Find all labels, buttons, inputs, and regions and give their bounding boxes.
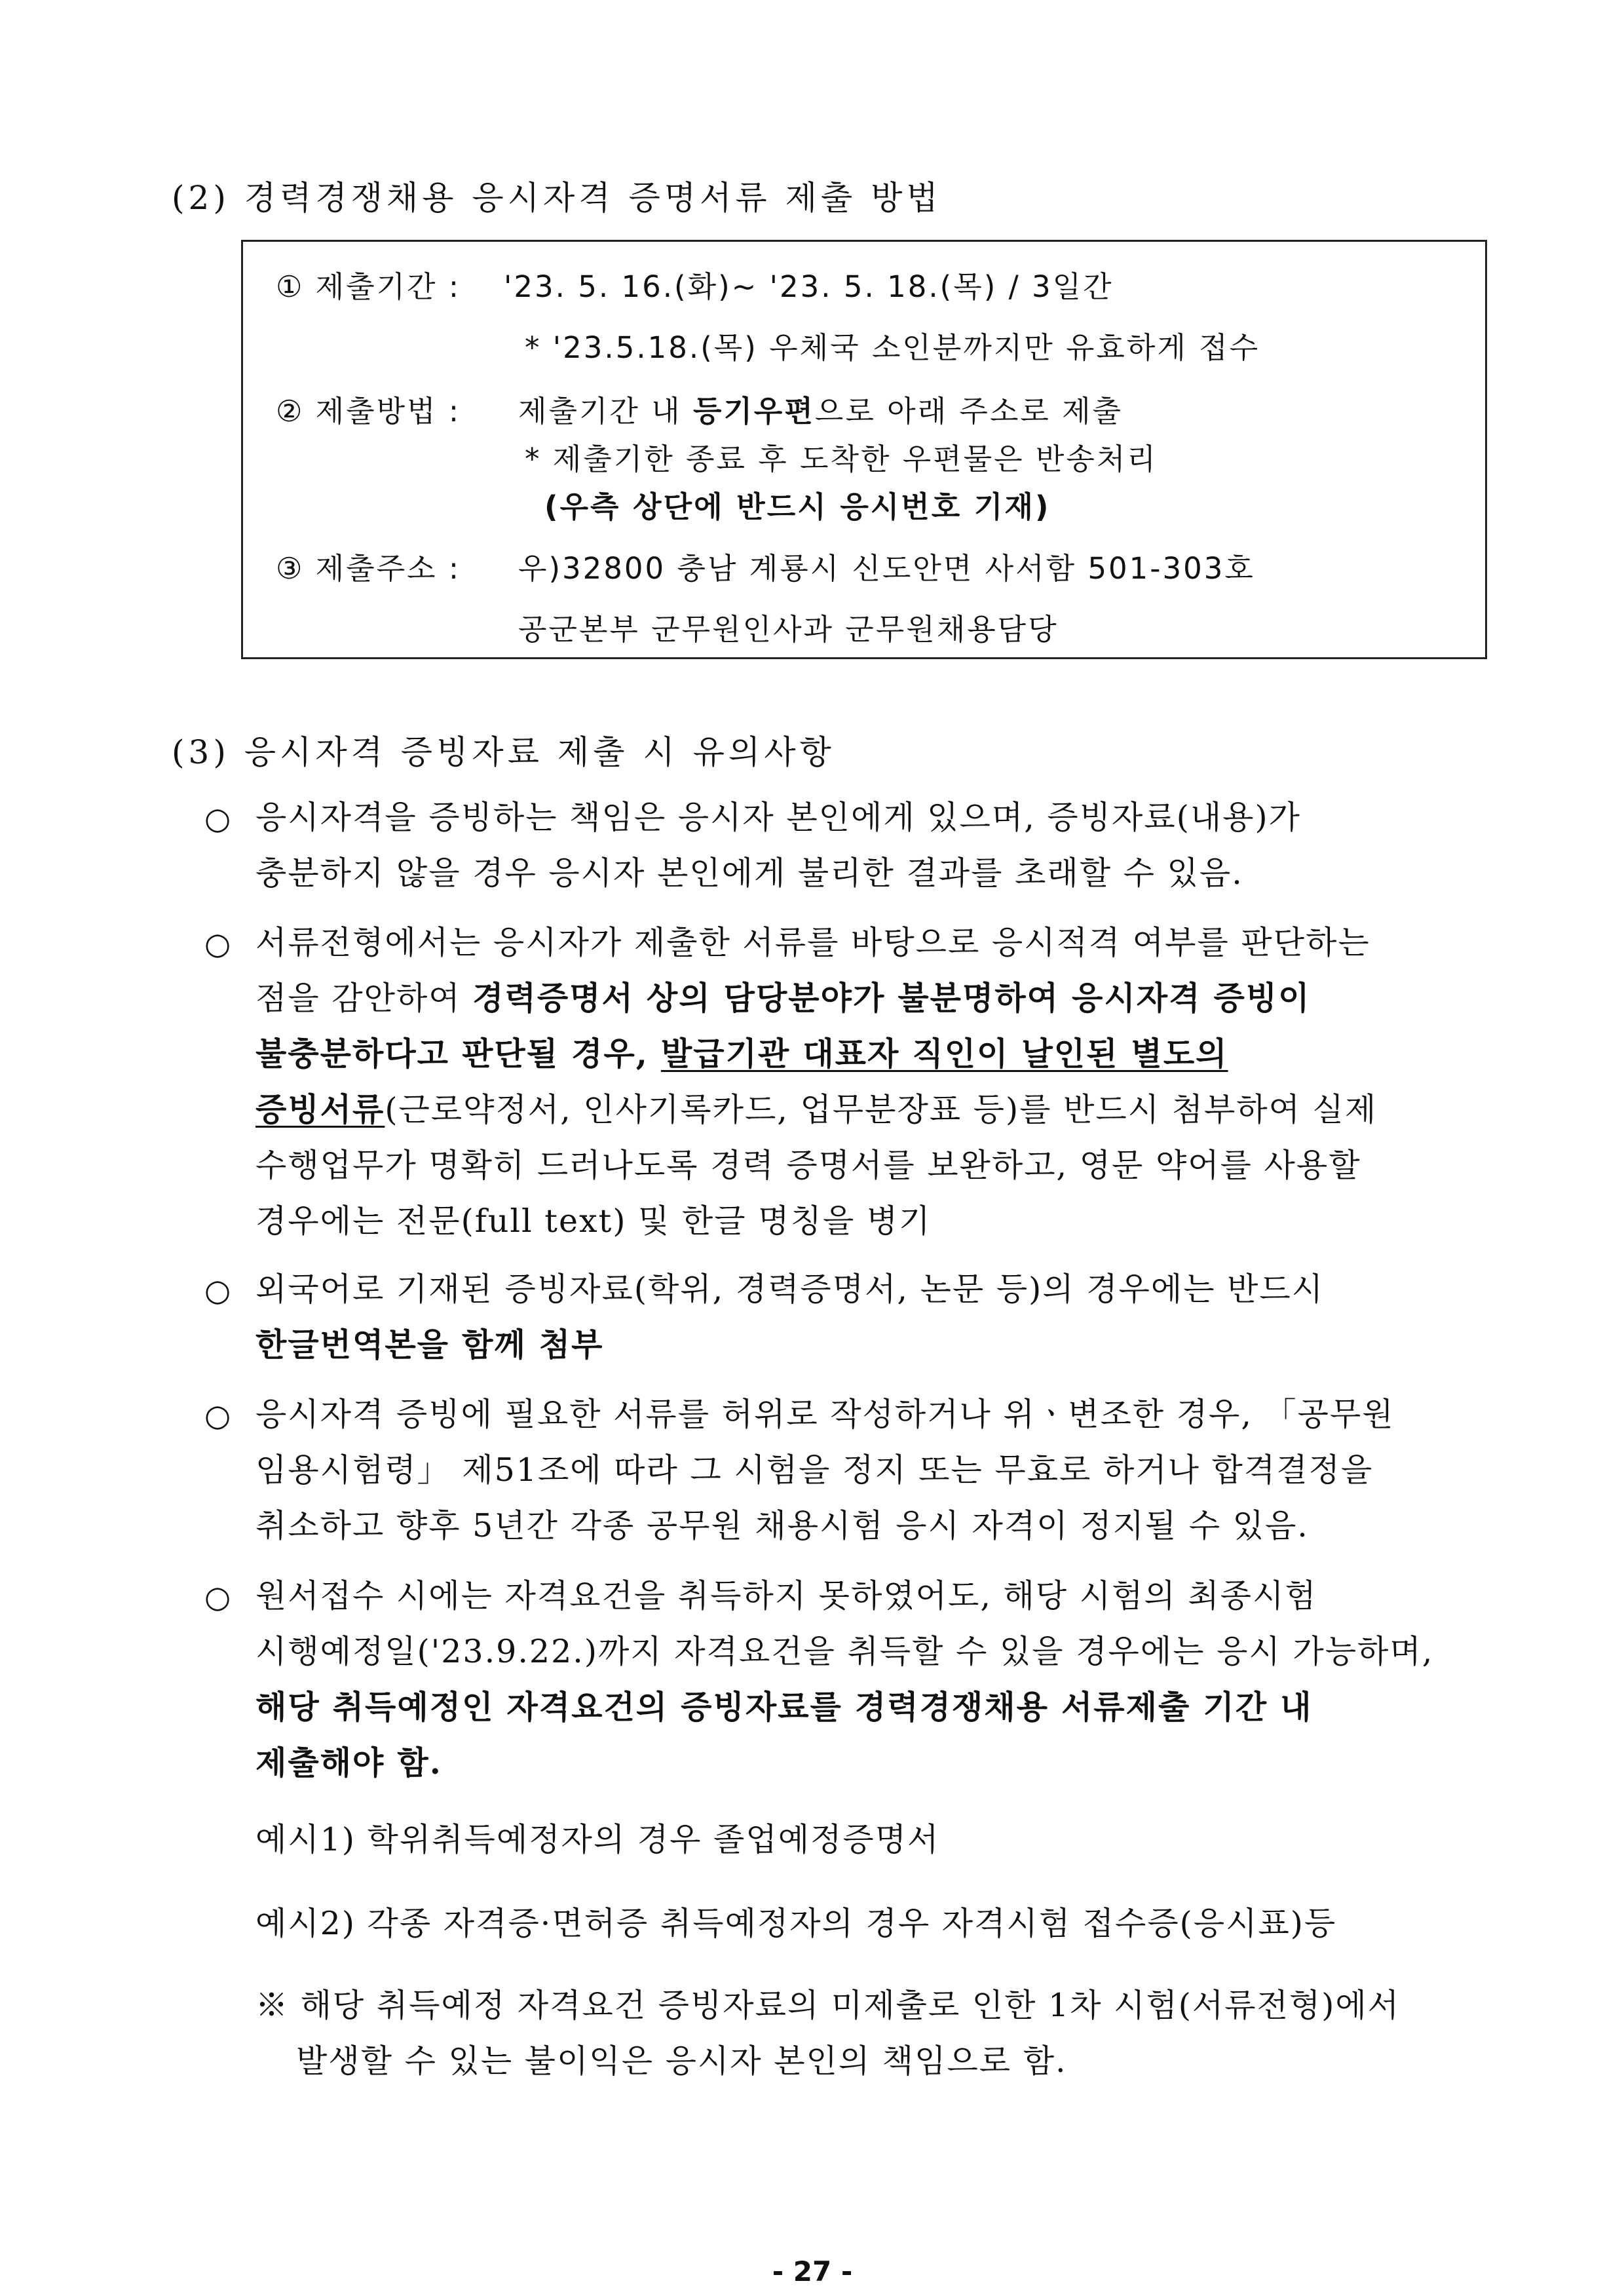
method-note-2: (우측 상단에 반드시 응시번호 기재) xyxy=(544,489,1051,524)
address-line-1: 우)32800 충남 계룡시 신도안면 사서함 501-303호 xyxy=(518,551,1255,586)
address-label: ③ 제출주소 : xyxy=(276,551,461,586)
notice-2: 서류전형에서는 응시자가 제출한 서류를 바탕으로 응시적격 여부를 판단하는 점을 감안하여 경력증명서 상의 담당분야가 불분명하여 응시자격 증빙이 불충분하다고 판단될 경우, 발급기관 대표자 직인이 날인된 별도의 증빙서류(근로약정서, 인사기록카드, 업무분장표 등)를 반드시 첨부하여 실제 수행업무가 명확히 드러나도록 경력 증명서를 보완하고, 영문 약어를 사용할 경우에는 전문(full text) 및 한글 명칭을 병기 xyxy=(255,924,1378,1240)
example-2: 예시2) 각종 자격증·면허증 취득예정자의 경우 자격시험 접수증(응시표)등 xyxy=(255,1905,1337,1942)
notice-5: 원서접수 시에는 자격요건을 취득하지 못하였어도, 해당 시험의 최종시험 시행예정일('23.9.22.)까지 자격요건을 취득할 수 있을 경우에는 응시 가능하며, 해당 취득예정인 자격요건의 증빙자료를 경력경쟁채용 서류제출 기간 내 제출해야 함. xyxy=(255,1577,1434,1782)
notice-1: 응시자격을 증빙하는 책임은 응시자 본인에게 있으며, 증빙자료(내용)가 충분하지 않을 경우 응시자 본인에게 불리한 결과를 초래할 수 있음. xyxy=(255,799,1301,892)
period-value: '23. 5. 16.(화)~ '23. 5. 18.(목) / 3일간 xyxy=(504,269,1114,304)
bullet-5: ○ xyxy=(204,1579,231,1615)
notice-3: 외국어로 기재된 증빙자료(학위, 경력증명서, 논문 등)의 경우에는 반드시 한글번역본을 함께 첨부 xyxy=(255,1271,1325,1364)
bullet-2: ○ xyxy=(204,926,231,961)
bullet-4: ○ xyxy=(204,1398,231,1433)
method-note-1: * 제출기한 종료 후 도착한 우편물은 반송처리 xyxy=(525,442,1158,476)
bullet-1: ○ xyxy=(204,801,231,836)
notice-4: 응시자격 증빙에 필요한 서류를 허위로 작성하거나 위ㆍ변조한 경우, 「공무원 임용시험령」 제51조에 따라 그 시험을 정지 또는 무효로 하거나 합격결정을 취소하고 향후 5년간 각종 공무원 채용시험 응시 자격이 정지될 수 있음. xyxy=(255,1396,1395,1544)
bullet-3: ○ xyxy=(204,1272,231,1308)
submission-info-box xyxy=(241,240,1487,659)
address-line-2: 공군본부 군무원인사과 군무원채용담당 xyxy=(518,612,1059,647)
page-number: - 27 - xyxy=(772,2255,853,2287)
period-note: * '23.5.18.(목) 우체국 소인분까지만 유효하게 접수 xyxy=(525,330,1260,365)
section-3-title: (3) 응시자격 증빙자료 제출 시 유의사항 xyxy=(172,733,835,771)
method-label: ② 제출방법 : xyxy=(276,394,461,429)
period-label: ① 제출기간 : xyxy=(276,269,461,304)
section-2-title: (2) 경력경쟁채용 응시자격 증명서류 제출 방법 xyxy=(172,179,942,217)
responsibility-note: ※ 해당 취득예정 자격요건 증빙자료의 미제출로 인한 1차 시험(서류전형)에서 발생할 수 있는 불이익은 응시자 본인의 책임으로 함. xyxy=(255,1987,1401,2080)
method-value: 제출기간 내 등기우편으로 아래 주소로 제출 xyxy=(518,394,1124,429)
example-1: 예시1) 학위취득예정자의 경우 졸업예정증명서 xyxy=(255,1821,940,1858)
